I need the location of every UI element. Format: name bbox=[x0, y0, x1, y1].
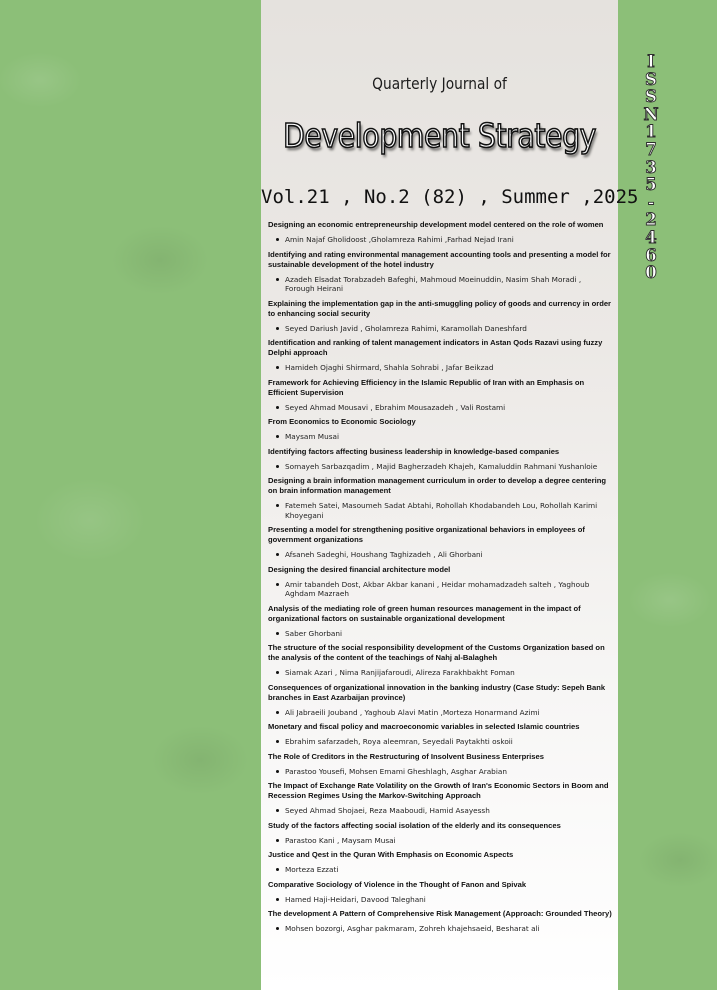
authors-text: Somayeh Sarbazqadim , Majid Bagherzadeh Khajeh, Kamaluddin Rahmani Yushanloie bbox=[285, 461, 598, 471]
article-title: Monetary and fiscal policy and macroeconomic variables in selected Islamic countries bbox=[268, 722, 580, 731]
bullet-icon bbox=[276, 839, 279, 842]
article-title: The development A Pattern of Comprehensive Risk Management (Approach: Grounded Theory) bbox=[268, 909, 612, 918]
article-authors bbox=[268, 806, 612, 816]
article-item bbox=[268, 683, 612, 718]
article-item bbox=[268, 909, 612, 934]
article-title: Consequences of organizational innovation in the banking industry (Case Study: Sepeh Bank branches in East Azarbaijan province) bbox=[268, 682, 606, 702]
cover-panel bbox=[261, 0, 639, 990]
article-authors bbox=[268, 550, 612, 560]
article-title: Designing a brain information management curriculum in order to develop a degree centering on brain information management bbox=[268, 476, 606, 495]
bullet-icon bbox=[276, 671, 279, 674]
article-item bbox=[268, 378, 612, 413]
article-item bbox=[268, 299, 612, 334]
authors-text: Hamideh Ojaghi Shirmard, Shahla Sohrabi , Jafar Beikzad bbox=[285, 363, 494, 372]
article-item bbox=[268, 250, 612, 294]
authors-text: Afsaneh Sadeghi, Houshang Taghizadeh , Ali Ghorbani bbox=[285, 550, 483, 559]
journal-subtitle: Quarterly Journal of bbox=[372, 74, 507, 93]
bullet-icon bbox=[276, 583, 279, 586]
authors-text: Seyed Ahmad Mousavi , Ebrahim Mousazadeh , Vali Rostami bbox=[285, 402, 506, 412]
article-authors bbox=[268, 580, 612, 599]
article-authors bbox=[268, 836, 612, 846]
article-item bbox=[268, 447, 612, 472]
article-authors bbox=[268, 708, 612, 718]
bullet-icon bbox=[276, 435, 279, 438]
issn-char: 2 bbox=[645, 210, 657, 230]
article-authors bbox=[268, 462, 612, 472]
article-item bbox=[268, 220, 612, 245]
article-list bbox=[268, 220, 612, 939]
article-title: The Impact of Exchange Rate Volatility on the Growth of Iran's Economic Sectors in Boom and Recession Regimes Using the Markov-Switching Approach bbox=[268, 781, 609, 800]
bullet-icon bbox=[276, 711, 279, 714]
article-title: Analysis of the mediating role of green human resources management in the impact of organizational factors on sustainable organizational development bbox=[268, 603, 581, 623]
issn-char: 0 bbox=[645, 263, 657, 283]
bullet-icon bbox=[276, 740, 279, 743]
article-title: Comparative Sociology of Violence in the Thought of Fanon and Spivak bbox=[268, 879, 527, 889]
article-item bbox=[268, 752, 612, 777]
issn-char: S bbox=[645, 69, 657, 89]
bullet-icon bbox=[276, 898, 279, 901]
article-item bbox=[268, 643, 612, 678]
article-item bbox=[268, 525, 612, 560]
article-title: Designing an economic entrepreneurship development model centered on the role of women bbox=[268, 220, 604, 229]
bullet-icon bbox=[276, 632, 279, 635]
article-authors bbox=[268, 403, 612, 413]
bullet-icon bbox=[276, 868, 279, 871]
authors-text: Morteza Ezzati bbox=[285, 865, 339, 874]
issn-char: 5 bbox=[645, 175, 657, 195]
article-title: Presenting a model for strengthening positive organizational behaviors in employees of government organizations bbox=[268, 525, 585, 544]
article-authors bbox=[268, 737, 612, 747]
article-title: Identifying factors affecting business leadership in knowledge-based companies bbox=[268, 446, 560, 456]
issn-char: S bbox=[645, 87, 657, 107]
article-title: Framework for Achieving Efficiency in the Islamic Republic of Iran with an Emphasis on Efficient Supervision bbox=[268, 377, 585, 397]
bullet-icon bbox=[276, 278, 279, 281]
article-authors bbox=[268, 363, 612, 373]
authors-text: Hamed Haji-Heidari, Davood Taleghani bbox=[285, 894, 426, 904]
article-authors bbox=[268, 668, 612, 678]
journal-title: Development Strategy bbox=[282, 116, 597, 155]
issn-char: 1 bbox=[645, 122, 657, 142]
article-item bbox=[268, 880, 612, 905]
authors-text: Ali Jabraeili Jouband , Yaghoub Alavi Matin ,Morteza Honarmand Azimi bbox=[285, 707, 540, 717]
article-title: Explaining the implementation gap in the anti-smuggling policy of goods and currency in order to enhancing social security bbox=[268, 298, 612, 318]
bullet-icon bbox=[276, 553, 279, 556]
article-title: Justice and Qest in the Quran With Emphasis on Economic Aspects bbox=[268, 850, 514, 859]
article-authors bbox=[268, 767, 612, 777]
bullet-icon bbox=[276, 406, 279, 409]
article-authors bbox=[268, 324, 612, 334]
authors-text: Seyed Dariush Javid , Gholamreza Rahimi, Karamollah Daneshfard bbox=[285, 323, 527, 333]
bullet-icon bbox=[276, 927, 279, 930]
article-authors bbox=[268, 275, 612, 294]
authors-text: Saber Ghorbani bbox=[285, 628, 343, 638]
article-title: Identification and ranking of talent management indicators in Astan Qods Razavi using fuzzy Delphi approach bbox=[268, 338, 603, 357]
article-title: From Economics to Economic Sociology bbox=[268, 417, 416, 426]
article-authors bbox=[268, 629, 612, 639]
bullet-icon bbox=[276, 809, 279, 812]
authors-text: Fatemeh Satei, Masoumeh Sadat Abtahi, Rohollah Khodabandeh Lou, Rohollah Karimi Khoyegani bbox=[285, 501, 598, 520]
bullet-icon bbox=[276, 770, 279, 773]
authors-text: Amir tabandeh Dost, Akbar Akbar kanani , Heidar mohamadzadeh salteh , Yaghoub Aghdam Mazraeh bbox=[285, 579, 590, 598]
article-authors bbox=[268, 895, 612, 905]
issn-char: N bbox=[643, 104, 659, 124]
authors-text: Ebrahim safarzadeh, Roya aleemran, Seyedali Paytakhti oskoii bbox=[285, 737, 513, 746]
issn-char: 6 bbox=[645, 245, 657, 265]
bullet-icon bbox=[276, 366, 279, 369]
article-item bbox=[268, 722, 612, 747]
article-title: The Role of Creditors in the Restructuring of Insolvent Business Enterprises bbox=[268, 751, 544, 761]
authors-text: Mohsen bozorgi, Asghar pakmaram, Zohreh khajehsaeid, Besharat ali bbox=[285, 924, 540, 933]
authors-text: Azadeh Elsadat Torabzadeh Bafeghi, Mahmoud Moeinuddin, Nasim Shah Moradi , Forough Heirani bbox=[285, 274, 582, 293]
issn-char: 3 bbox=[645, 157, 657, 177]
bullet-icon bbox=[276, 238, 279, 241]
authors-text: Amin Najaf Gholidoost ,Gholamreza Rahimi ,Farhad Nejad Irani bbox=[285, 235, 514, 244]
article-item bbox=[268, 850, 612, 875]
authors-text: Siamak Azari , Nima Ranjijafaroudi, Alireza Farakhbakht Foman bbox=[285, 668, 515, 677]
article-title: Identifying and rating environmental management accounting tools and presenting a model for sustainable development of the hotel industry bbox=[268, 249, 611, 269]
article-title: Designing the desired financial architecture model bbox=[268, 564, 451, 574]
article-item bbox=[268, 604, 612, 639]
bullet-icon bbox=[276, 327, 279, 330]
article-item bbox=[268, 821, 612, 846]
authors-text: Parastoo Yousefi, Mohsen Emami Gheshlagh, Asghar Arabian bbox=[285, 766, 507, 776]
issn-char: 4 bbox=[645, 227, 657, 247]
article-authors bbox=[268, 924, 612, 934]
article-authors bbox=[268, 432, 612, 442]
issn-char: I bbox=[647, 52, 655, 71]
article-item bbox=[268, 781, 612, 816]
article-authors bbox=[268, 865, 612, 875]
article-item bbox=[268, 417, 612, 442]
article-authors bbox=[268, 501, 612, 520]
article-authors bbox=[268, 235, 612, 245]
bullet-icon bbox=[276, 465, 279, 468]
article-item bbox=[268, 338, 612, 373]
issue-info: Vol.21 , No.2 (82) , Summer ,2025 bbox=[261, 186, 639, 208]
article-item bbox=[268, 476, 612, 520]
authors-text: Maysam Musai bbox=[285, 432, 340, 441]
issn-char: 7 bbox=[645, 139, 657, 159]
issn-char: - bbox=[647, 192, 655, 212]
issn-vertical bbox=[640, 53, 662, 282]
authors-text: Parastoo Kani , Maysam Musai bbox=[285, 835, 396, 845]
article-title: Study of the factors affecting social isolation of the elderly and its consequences bbox=[268, 820, 561, 830]
bullet-icon bbox=[276, 504, 279, 507]
article-item bbox=[268, 565, 612, 599]
article-title: The structure of the social responsibility development of the Customs Organization based on the analysis of the content of the teachings of Nahj al-Balagheh bbox=[268, 643, 605, 662]
authors-text: Seyed Ahmad Shojaei, Reza Maaboudi, Hamid Asayessh bbox=[285, 806, 490, 815]
